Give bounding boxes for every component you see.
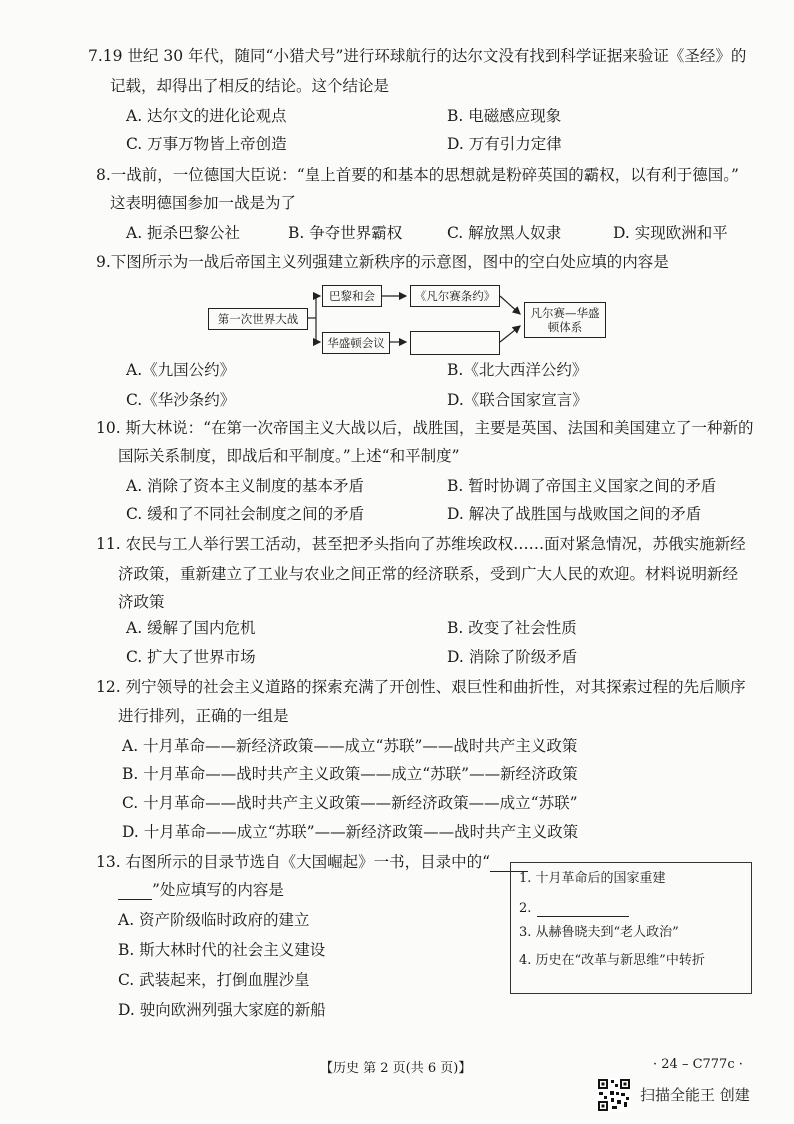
q12-option-c: C. 十月革命——战时共产主义政策——新经济政策——成立“苏联”	[122, 794, 578, 812]
q10-stem-line2: 国际关系制度，即战后和平制度。”上述“和平制度”	[118, 447, 460, 465]
q11-stem-line1: 11. 农民与工人举行罢工活动，甚至把矛头指向了苏维埃政权……面对紧急情况，苏俄实施新经	[96, 535, 746, 553]
q11-option-d: D. 消除了阶级矛盾	[447, 648, 578, 666]
q8-stem-line1: 8.一战前，一位德国大臣说：“皇上首要的和基本的思想就是粉碎英国的霸权，以有利于德国。”	[96, 166, 739, 184]
q10-stem-line1: 10. 斯大林说：“在第一次帝国主义大战以后，战胜国，主要是英国、法国和美国建立了一种新的	[96, 419, 754, 437]
q8-option-a: A. 扼杀巴黎公社	[126, 224, 241, 242]
toc-item-4: 4. 历史在“改革与新思维”中转折	[519, 953, 705, 968]
qr-code-icon	[597, 1078, 631, 1112]
q13-option-d: D. 驶向欧洲列强大家庭的新船	[118, 1001, 326, 1019]
q7-option-c: C. 万事万物皆上帝创造	[126, 135, 287, 153]
q8-option-b: B. 争夺世界霸权	[288, 224, 403, 242]
diagram-box-versailles-treaty: 《凡尔赛条约》	[410, 285, 500, 307]
q9-diagram	[208, 280, 600, 360]
q13-table-of-contents	[510, 862, 752, 994]
q13-stem-text1: 13. 右图所示的目录节选自《大国崛起》一书，目录中的“	[96, 853, 491, 871]
q9-stem: 9.下图所示为一战后帝国主义列强建立新秩序的示意图，图中的空白处应填的内容是	[96, 253, 669, 271]
q9-option-c: C.《华沙条约》	[126, 391, 236, 409]
q8-option-c: C. 解放黑人奴隶	[447, 224, 562, 242]
q10-option-d: D. 解决了战胜国与战败国之间的矛盾	[447, 505, 702, 523]
q11-stem-line2: 济政策，重新建立了工业与农业之间正常的经济联系，受到广大人民的欢迎。材料说明新经	[118, 565, 739, 583]
q11-option-b: B. 改变了社会性质	[447, 619, 577, 637]
q13-stem-line2	[118, 880, 284, 900]
diagram-box-blank	[410, 331, 500, 355]
q9-option-d: D.《联合国家宣言》	[447, 391, 588, 409]
diagram-box-paris-conference: 巴黎和会	[322, 285, 382, 307]
toc-item-1: 1. 十月革命后的国家重建	[519, 871, 666, 886]
q12-option-a: A. 十月革命——新经济政策——成立“苏联”——战时共产主义政策	[122, 737, 578, 755]
q13-option-a: A. 资产阶级临时政府的建立	[118, 911, 310, 929]
q11-option-a: A. 缓解了国内危机	[126, 619, 256, 637]
q7-stem-line1: 7.19 世纪 30 年代，随同“小猎犬号”进行环球航行的达尔文没有找到科学证据来验证《圣经》的	[88, 47, 747, 65]
q7-option-b: B. 电磁感应现象	[447, 107, 562, 125]
q13-blank-part2	[118, 881, 152, 900]
q13-option-c: C. 武装起来，打倒血腥沙皇	[118, 971, 310, 989]
diagram-box-ww1: 第一次世界大战	[208, 308, 308, 330]
scanner-watermark: 扫描全能王 创建	[640, 1086, 750, 1104]
q11-stem-line3: 济政策	[118, 593, 165, 611]
q9-option-b: B.《北大西洋公约》	[447, 361, 588, 379]
q13-option-b: B. 斯大林时代的社会主义建设	[118, 941, 326, 959]
q12-option-b: B. 十月革命——战时共产主义政策——成立“苏联”——新经济政策	[122, 765, 578, 783]
q7-stem-line2: 记载，却得出了相反的结论。这个结论是	[110, 77, 390, 95]
diagram-box-washington-conference: 华盛顿会议	[322, 332, 390, 354]
q10-option-c: C. 缓和了不同社会制度之间的矛盾	[126, 505, 365, 523]
toc-item-2	[519, 901, 629, 917]
q10-option-a: A. 消除了资本主义制度的基本矛盾	[126, 477, 365, 495]
diagram-box-versailles-washington-system: 凡尔赛—华盛顿体系	[524, 302, 606, 338]
q11-option-c: C. 扩大了世界市场	[126, 648, 256, 666]
toc-item-3: 3. 从赫鲁晓夫到“老人政治”	[519, 925, 679, 940]
q12-stem-line1: 12. 列宁领导的社会主义道路的探索充满了开创性、艰巨性和曲折性，对其探索过程的先后顺序	[96, 678, 746, 696]
q10-option-b: B. 暂时协调了帝国主义国家之间的矛盾	[447, 477, 717, 495]
page-footer-code: · 24 – C777c ·	[653, 1057, 743, 1072]
q12-stem-line2: 进行排列，正确的一组是	[118, 707, 289, 725]
toc-item-2-number: 2.	[519, 901, 532, 916]
q7-option-a: A. 达尔文的进化论观点	[126, 107, 287, 125]
q8-stem-line2: 这表明德国参加一战是为了	[110, 194, 297, 212]
q13-stem-line1	[96, 852, 528, 872]
q13-stem-text2: ”处应填写的内容是	[152, 881, 284, 899]
q9-option-a: A.《九国公约》	[126, 361, 236, 379]
toc-item-2-blank	[537, 902, 629, 917]
q12-option-d: D. 十月革命——成立“苏联”——新经济政策——战时共产主义政策	[122, 823, 579, 841]
q8-option-d: D. 实现欧洲和平	[613, 224, 728, 242]
page-footer-subject: 【历史 第 2 页(共 6 页)】	[320, 1061, 472, 1076]
q7-option-d: D. 万有引力定律	[447, 135, 562, 153]
